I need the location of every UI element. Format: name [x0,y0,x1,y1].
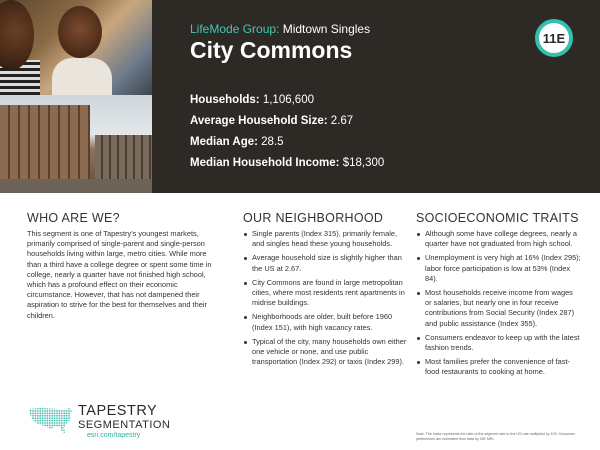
lifemode-group [190,22,370,36]
stat-value: 28.5 [257,136,284,148]
photo-detail [58,6,102,58]
footnote: Note: The Index represents the ratio of the segment rate to the US rate multiplied by 100. Consumer preferences are estimated from data by GfK MRI. [416,432,576,441]
stat-value: 2.67 [327,115,354,127]
list-item: City Commons are found in large metropolitan cities, where most residents rent apartments in midrise buildings. [243,278,408,309]
stat-median-age [190,135,384,156]
neighborhood-list [243,229,408,367]
list-item: Consumers endeavor to keep up with the latest fashion trends. [416,333,581,353]
socioeconomic-section [416,211,581,382]
stat-label: Households: [190,94,260,106]
section-heading: WHO ARE WE? [27,211,120,225]
segment-title: City Commons [190,37,353,63]
lifemode-value: Midtown Singles [279,22,371,36]
family-photo [0,0,152,95]
segment-code-badge: 11E [535,19,573,57]
header-photos [0,0,152,193]
stat-value: 1,106,600 [259,94,314,106]
list-item: Most households receive income from wages or salaries, but nearly one in four receive contributions from Social Security (Index 287) and public assistance (Index 355). [416,288,581,329]
photo-detail [0,179,152,193]
who-are-we-text: This segment is one of Tapestry's youngest markets, primarily comprised of single-parent and single-person households living within large, metro cities. While more than a third have a college degree or spent some time in college, nearly a quarter have not finished high school, which has a profound effect on their economic circumstance. However, that has not dampened their aspiration to strive for the best for themselves and their children. [27,229,212,320]
photo-detail [52,58,112,98]
tapestry-logo [27,404,207,444]
list-item: Single parents (Index 315), primarily female, and singles head these young households. [243,229,408,249]
stat-households [190,93,384,114]
stat-label: Average Household Size: [190,115,328,127]
section-heading: OUR NEIGHBORHOOD [243,211,384,225]
logo-brand: TAPESTRY [78,403,158,419]
logo-subtitle: SEGMENTATION [78,419,171,431]
segment-stats [190,93,384,177]
stat-value: $18,300 [339,157,385,169]
list-item: Typical of the city, many households own either one vehicle or none, and use public transportation (Index 292) or taxis (Index 299). [243,337,408,368]
list-item: Average household size is slightly higher than the US at 2.67. [243,253,408,273]
neighborhood-section [243,211,408,371]
city-buildings-photo [0,95,152,193]
who-are-we-section [27,211,222,321]
stat-avg-household-size [190,114,384,135]
list-item: Unemployment is very high at 16% (Index 295); labor force participation is low at 53% (Index 84). [416,253,581,284]
stat-median-income [190,156,384,177]
list-item: Neighborhoods are older, built before 1960 (Index 151), with high vacancy rates. [243,312,408,332]
logo-url[interactable]: esri.com/tapestry [87,432,141,439]
list-item: Although some have college degrees, nearly a quarter have not graduated from high school. [416,229,581,249]
socioeconomic-list [416,229,581,378]
header-band [0,0,600,193]
list-item: Most families prefer the convenience of fast-food restaurants to cooking at home. [416,357,581,377]
section-heading: SOCIOECONOMIC TRAITS [416,211,579,225]
us-map-icon [27,405,75,435]
stat-label: Median Household Income: [190,157,340,169]
lifemode-label: LifeMode Group: [190,22,280,36]
stat-label: Median Age: [190,136,258,148]
